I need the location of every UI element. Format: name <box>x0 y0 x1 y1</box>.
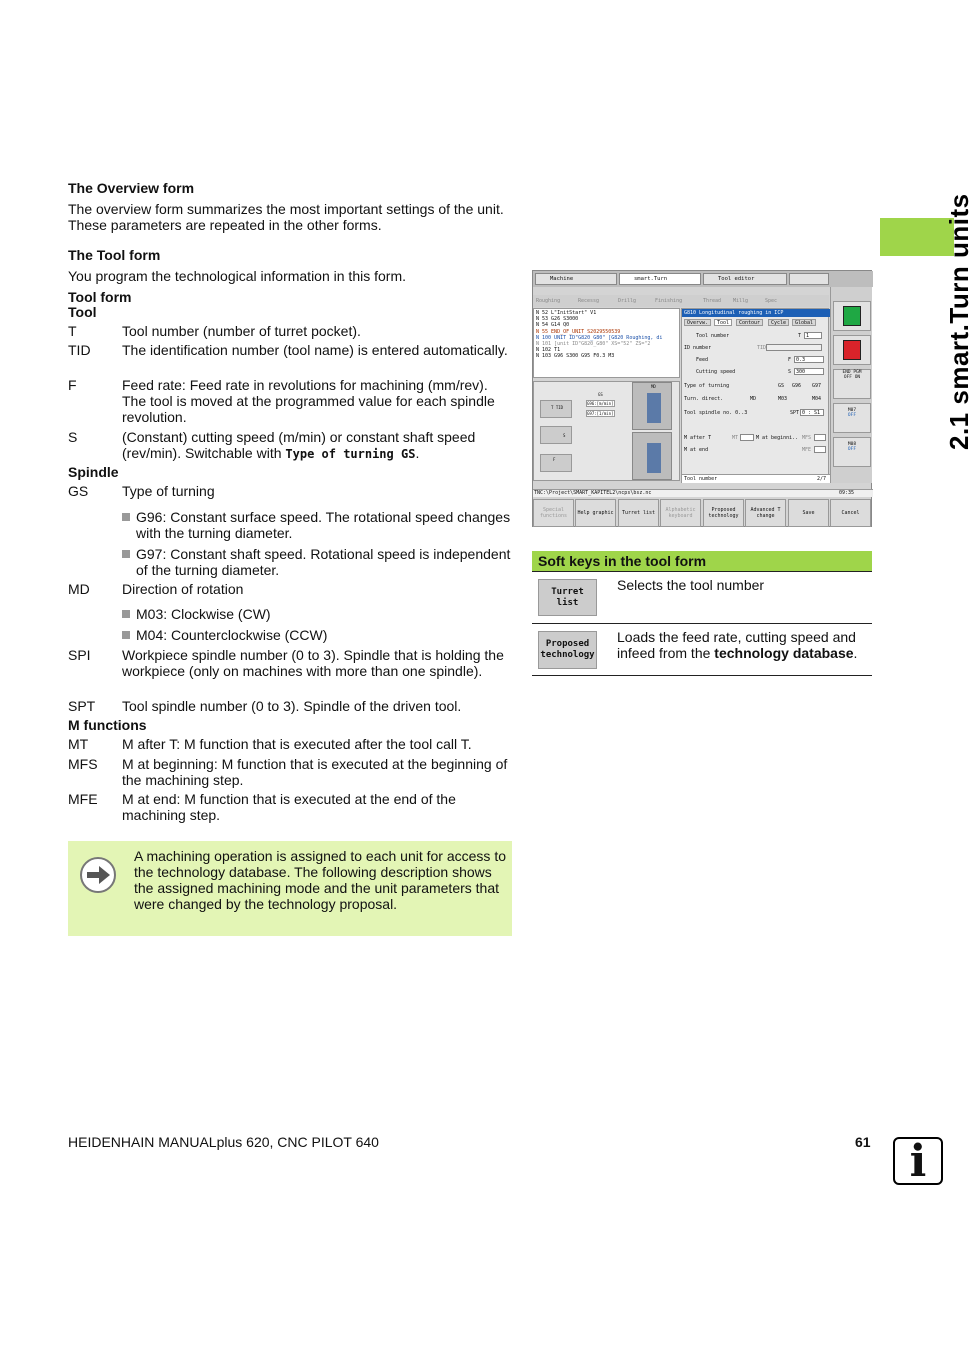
help-graphic <box>533 381 680 481</box>
overview-text: The overview form summarizes the most important settings of the unit. These parameters are repeated in the other forms. <box>68 201 504 233</box>
status-page: 2/7 <box>816 476 826 482</box>
field-key: MFS <box>802 435 812 441</box>
coolant-m07-toggle[interactable] <box>833 403 871 433</box>
bullet-square <box>122 513 130 521</box>
tool-form-subheading: Tool form <box>68 289 132 305</box>
cycle-item[interactable]: Roughing <box>536 298 561 304</box>
graphic-label: G96:[m/min] <box>587 401 614 406</box>
param-value: Feed rate: Feed rate in revolutions for machining (mm/rev). The tool is moved at the programmed value for each spindle revolution. <box>122 377 495 425</box>
field-key: SPT <box>790 410 800 416</box>
param-value: Tool number (number of turret pocket). <box>122 323 361 339</box>
bullet-text: G97: Constant shaft speed. Rotational speed is independent of the turning diameter. <box>136 546 511 578</box>
g96-radio[interactable]: G96 <box>792 383 802 389</box>
clock: 09:35 <box>839 490 855 496</box>
code-line: N 102 T1 <box>536 347 561 354</box>
param-s-mono: Type of turning GS <box>285 447 416 461</box>
tool-t-tid-icon <box>540 400 572 418</box>
form-tab-tool[interactable]: Tool <box>714 319 732 326</box>
chapter-title-container <box>880 180 974 460</box>
cutting-speed-input[interactable]: 300 <box>794 368 824 375</box>
param-key: MT <box>68 736 89 752</box>
m07-label: M07 <box>847 408 857 413</box>
desc-bold: technology database <box>714 645 854 661</box>
footer-text: HEIDENHAIN MANUALplus 620, CNC PILOT 640 <box>68 1134 379 1150</box>
code-line: N 103 G96 S300 G95 F0.3 M3 <box>536 353 615 360</box>
desc-text: Selects the tool number <box>617 577 765 593</box>
param-value: The identification number (tool name) is entered automatically. <box>122 342 508 358</box>
unit-dialog-form <box>681 308 829 483</box>
param-key: S <box>68 429 78 445</box>
graphic-label: S <box>563 433 566 438</box>
nc-program-listing[interactable] <box>533 308 680 378</box>
coolant-m08-toggle[interactable] <box>833 437 871 467</box>
table-row-desc <box>617 629 872 661</box>
softkey-alphabetic-keyboard[interactable]: Alphabetic keyboard <box>660 499 701 527</box>
program-path: TNC:\Project\SMART_KAPITEL2\ncps\bsz.nc <box>534 490 652 496</box>
graphic-label: GS <box>598 392 603 397</box>
off-label: OFF <box>847 447 857 452</box>
machine-start-icon[interactable] <box>833 301 871 331</box>
arrow-right-icon <box>80 857 116 893</box>
tool-form-text: You program the technological information in this form. <box>68 268 406 284</box>
field-label: Cutting speed <box>696 369 736 375</box>
tab-tool-editor[interactable] <box>703 273 787 285</box>
m04-radio[interactable]: M04 <box>812 396 822 402</box>
form-tab-cycle[interactable]: Cycle <box>768 319 789 326</box>
form-tab-contour[interactable]: Contour <box>736 319 763 326</box>
gs-option-g97 <box>122 546 512 578</box>
param-key: T <box>68 323 77 339</box>
field-label: Tool number <box>696 333 730 339</box>
code-line: N 52 L"InitStart" V1 <box>536 310 597 316</box>
desc-text: Loads the feed rate, cutting speed and infeed from the <box>617 629 856 661</box>
m-functions-heading: M functions <box>68 717 147 733</box>
end-pgm-label: END PGM <box>842 370 862 375</box>
machine-softkey-bar <box>830 287 872 483</box>
off-label: OFF <box>843 375 852 380</box>
proposed-technology-softkey: Proposed technology <box>538 631 597 669</box>
code-line: N 55 END_OF_UNIT S2029550539 <box>536 328 621 335</box>
field-key: F <box>788 357 792 363</box>
tab-label: Tool editor <box>718 276 755 282</box>
field-label: M at beginni.. <box>756 435 799 441</box>
softkey-advanced-t-change[interactable]: Advanced T change <box>745 499 786 527</box>
code-line: N 101 [unit ID"G820_G80" XS="52" ZS="2 <box>536 341 651 348</box>
field-key: TID <box>757 345 767 351</box>
param-key: MFS <box>68 756 98 772</box>
form-title: G810 Longitudinal roughing in ICP <box>682 309 830 317</box>
field-label: Turn. direct. <box>684 396 724 402</box>
param-s-text: (Constant) cutting speed (m/min) or constant shaft speed (rev/min). Switchable with <box>122 429 476 461</box>
tab-smart-turn[interactable] <box>619 273 701 285</box>
m-at-end-input[interactable] <box>814 446 826 453</box>
feed-input[interactable]: 0.3 <box>794 356 824 363</box>
field-label: Feed <box>696 357 709 363</box>
graphic-label: G97:[1/min] <box>587 411 614 416</box>
param-key: MD <box>68 581 90 597</box>
tool-spindle-select[interactable]: 0 : S1 <box>800 409 824 416</box>
field-label: Tool spindle no. 0..3 <box>684 410 748 416</box>
softkey-proposed-technology[interactable]: Proposed technology <box>703 499 744 527</box>
field-key: S <box>788 369 792 375</box>
program-path-bar <box>533 489 873 497</box>
param-value: Tool spindle number (0 to 3). Spindle of the driven tool. <box>122 698 462 714</box>
form-tab-global[interactable]: Global <box>792 319 816 326</box>
tool-form-heading: The Tool form <box>68 247 161 263</box>
table-divider <box>532 571 872 572</box>
table-row-desc <box>617 577 872 593</box>
desc-end: . <box>853 645 858 661</box>
note-text: A machining operation is assigned to each unit for access to the technology database. The following description shows the assigned machining mode and the unit parameters that were changed by the technology proposal. <box>134 848 506 912</box>
form-status-bar <box>682 474 830 483</box>
tab-label: smart.Turn <box>634 276 668 282</box>
chapter-title: 2.1 smart.Turn units <box>944 193 974 450</box>
control-screenshot <box>532 270 872 527</box>
workpiece-shape <box>647 443 661 473</box>
operating-mode-tabs <box>533 271 873 287</box>
m08-label: M08 <box>847 442 857 447</box>
tool-f-icon <box>540 454 572 472</box>
param-value: Type of turning <box>122 483 215 499</box>
param-key: SPI <box>68 647 91 663</box>
machine-stop-icon[interactable] <box>833 335 871 365</box>
end-pgm-toggle[interactable] <box>833 369 871 399</box>
softkey-cancel[interactable]: Cancel <box>830 499 871 527</box>
graphic-label: MD <box>651 384 656 389</box>
field-key: MD <box>750 396 757 402</box>
cycle-item[interactable]: Drillg <box>618 298 637 304</box>
on-label: ON <box>854 375 861 380</box>
id-number-input <box>766 344 822 351</box>
spindle-heading: Spindle <box>68 464 119 480</box>
end-pgm-states <box>834 375 870 380</box>
field-key: T <box>798 333 802 339</box>
cycle-item[interactable]: Millg <box>733 298 749 304</box>
gs-option-g96 <box>122 509 512 541</box>
tab-calculator-icon[interactable] <box>789 273 829 285</box>
param-key: GS <box>68 483 89 499</box>
overview-heading: The Overview form <box>68 180 195 196</box>
param-key: SPT <box>68 698 96 714</box>
softkey-special-functions[interactable]: Special functions <box>533 499 574 527</box>
m03-radio[interactable]: M03 <box>778 396 788 402</box>
param-value <box>122 429 508 462</box>
field-key: MFE <box>802 447 812 453</box>
form-tab-overview[interactable]: Overvw. <box>684 319 711 326</box>
info-icon: i <box>893 1137 943 1185</box>
spindle-graphic <box>632 432 672 480</box>
md-option-m04 <box>122 627 512 643</box>
field-key: GS <box>778 383 785 389</box>
field-label: ID number <box>684 345 712 351</box>
softkey-help-graphic[interactable]: Help graphic <box>575 499 616 527</box>
graphic-label: F <box>553 457 556 462</box>
param-s-end: . <box>415 445 420 461</box>
softkey-turret-list[interactable]: Turret list <box>618 499 659 527</box>
cycle-item[interactable]: Recessg <box>578 298 600 304</box>
m-at-beginning-input[interactable] <box>814 434 826 441</box>
code-line: N 53 G26 S3000 <box>536 316 579 323</box>
status-field: Tool number <box>684 476 718 482</box>
cycle-item[interactable]: Spec <box>765 298 778 304</box>
graphic-label: T TID <box>551 405 564 410</box>
param-key: TID <box>68 342 91 358</box>
bullet-square <box>122 550 130 558</box>
bullet-square <box>122 610 130 618</box>
tab-label: Machine <box>550 276 574 282</box>
note-box <box>68 841 512 936</box>
param-key: MFE <box>68 791 98 807</box>
param-value: M at end: M function that is executed at the end of the machining step. <box>122 791 456 823</box>
turret-list-softkey: Turret list <box>538 579 597 616</box>
softkey-save[interactable]: Save <box>788 499 829 527</box>
softkey-table-heading: Soft keys in the tool form <box>532 551 872 571</box>
cycle-menu-bar <box>533 295 829 307</box>
code-line: N 100 UNIT ID"G820_G80" [G820 Roughing, di <box>536 334 663 341</box>
cycle-item[interactable]: Finishing <box>655 298 683 304</box>
md-option-m03 <box>122 606 512 622</box>
cycle-item[interactable]: Thread <box>703 298 722 304</box>
param-value: M at beginning: M function that is executed at the beginning of the machining step. <box>122 756 508 788</box>
gs-label-box <box>584 392 620 424</box>
off-label: OFF <box>847 413 857 418</box>
bullet-square <box>122 631 130 639</box>
param-value: Direction of rotation <box>122 581 244 597</box>
table-divider <box>532 623 872 624</box>
table-divider <box>532 675 872 676</box>
spindle-md-graphic <box>632 382 672 430</box>
bullet-text: M03: Clockwise (CW) <box>136 606 271 622</box>
field-label: Type of turning <box>684 383 730 389</box>
field-key: MT <box>732 435 739 441</box>
field-label: M after T <box>684 435 712 441</box>
workpiece-shape <box>647 393 661 423</box>
tool-subheading: Tool <box>68 304 97 320</box>
page-number: 61 <box>855 1134 871 1150</box>
g97-radio[interactable]: G97 <box>812 383 822 389</box>
bullet-text: G96: Constant surface speed. The rotational speed changes with the turning diameter. <box>136 509 511 541</box>
bullet-text: M04: Counterclockwise (CCW) <box>136 627 328 643</box>
field-label: M at end <box>684 447 709 453</box>
tool-number-input[interactable]: 1 <box>804 332 822 339</box>
code-line: N 54 G14 Q0 <box>536 322 570 329</box>
param-value: Workpiece spindle number (0 to 3). Spindle that is holding the workpiece (only on machines with more than one spindle). <box>122 647 504 679</box>
tab-machine[interactable] <box>535 273 617 285</box>
param-key: F <box>68 377 77 393</box>
param-value: M after T: M function that is executed after the tool call T. <box>122 736 472 752</box>
m-after-t-input[interactable] <box>740 434 754 441</box>
tool-s-icon <box>540 426 572 444</box>
